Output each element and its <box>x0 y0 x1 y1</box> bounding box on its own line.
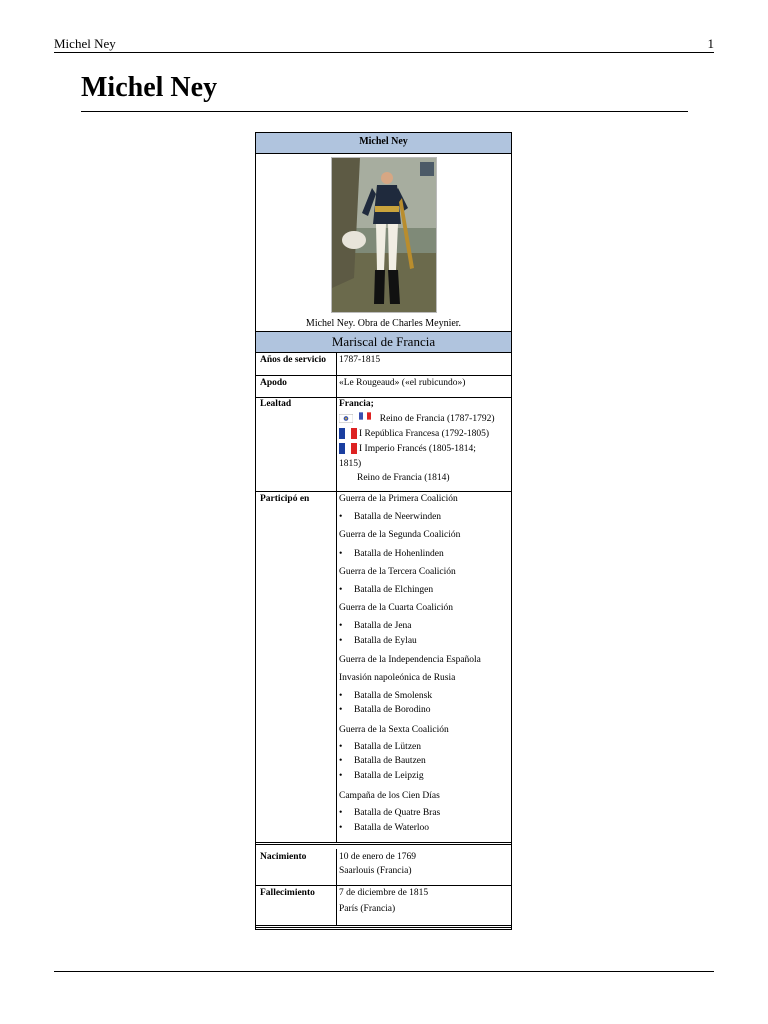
infobox-bottom-rule <box>256 925 511 928</box>
header-rule <box>54 52 714 53</box>
french-flag-icon <box>339 428 357 439</box>
image-caption: Michel Ney. Obra de Charles Meynier. <box>305 318 462 329</box>
birth-label: Nacimiento <box>260 852 307 862</box>
allegiance-republic-text: I República Francesa (1792-1805) <box>359 429 490 439</box>
war-item[interactable]: Guerra de la Primera Coalición <box>339 494 458 504</box>
battle-item[interactable]: • Batalla de Leipzig <box>339 771 424 781</box>
footer-rule <box>54 971 714 972</box>
allegiance-label: Lealtad <box>260 399 292 409</box>
column-divider-lower <box>336 849 337 925</box>
participated-label: Participó en <box>260 494 310 504</box>
allegiance-empire-cont: 1815) <box>339 459 362 469</box>
allegiance-line-kingdom <box>339 412 495 426</box>
battle-item[interactable]: • Batalla de Bautzen <box>339 756 426 766</box>
french-flag-icon <box>339 443 357 454</box>
birth-place[interactable]: Saarlouis (Francia) <box>339 866 412 876</box>
allegiance-line-republic <box>339 427 489 441</box>
allegiance-kingdom-1814: Reino de Francia (1814) <box>357 473 450 483</box>
battle-item[interactable]: • Batalla de Jena <box>339 621 412 631</box>
allegiance-kingdom-text: Reino de Francia (1787-1792) <box>379 414 495 424</box>
battle-item[interactable]: • Batalla de Hohenlinden <box>339 549 444 559</box>
portrait-image[interactable] <box>331 157 437 313</box>
battle-item[interactable]: • Batalla de Elchingen <box>339 585 434 595</box>
battle-item[interactable]: • Batalla de Quatre Bras <box>339 808 441 818</box>
allegiance-line-empire <box>339 442 476 456</box>
war-item[interactable]: Guerra de la Tercera Coalición <box>339 567 456 577</box>
infobox-caption: Michel Ney <box>256 133 511 154</box>
war-item[interactable]: Campaña de los Cien Días <box>339 791 440 801</box>
section-title: Mariscal de Francia <box>256 331 511 353</box>
infobox <box>255 132 512 930</box>
war-item[interactable]: Invasión napoleónica de Rusia <box>339 673 456 683</box>
battle-item[interactable]: • Batalla de Waterloo <box>339 823 430 833</box>
nickname-value: «Le Rougeaud» («el rubicundo») <box>339 378 466 388</box>
battle-item[interactable]: • Batalla de Smolensk <box>339 691 433 701</box>
nickname-label: Apodo <box>260 378 287 388</box>
column-divider <box>336 353 337 843</box>
royal-flag-icon <box>359 412 371 420</box>
title-rule <box>81 111 688 112</box>
running-title: Michel Ney <box>54 36 116 51</box>
allegiance-country-link[interactable]: Francia; <box>339 399 374 409</box>
death-place[interactable]: París (Francia) <box>339 904 396 914</box>
battle-item[interactable]: • Batalla de Borodino <box>339 705 431 715</box>
row-divider <box>256 397 511 398</box>
service-label: Años de servicio <box>260 355 326 365</box>
running-header <box>54 36 714 52</box>
service-value: 1787-1815 <box>339 355 381 365</box>
page-number: 1 <box>707 36 714 51</box>
birth-date: 10 de enero de 1769 <box>339 852 417 862</box>
death-label: Fallecimiento <box>260 888 315 898</box>
death-date: 7 de diciembre de 1815 <box>339 888 429 898</box>
battle-item[interactable]: • Batalla de Neerwinden <box>339 512 442 522</box>
war-item[interactable]: Guerra de la Sexta Coalición <box>339 725 449 735</box>
section-divider <box>256 842 511 845</box>
battle-item[interactable]: • Batalla de Eylau <box>339 636 417 646</box>
war-item[interactable]: Guerra de la Cuarta Coalición <box>339 603 453 613</box>
battle-item[interactable]: • Batalla de Lützen <box>339 742 421 752</box>
royal-standard-icon <box>339 413 353 424</box>
portrait-painting <box>332 158 437 313</box>
war-item[interactable]: Guerra de la Independencia Española <box>339 655 481 665</box>
allegiance-empire-text: I Imperio Francés (1805-1814; <box>359 444 476 454</box>
article-title: Michel Ney <box>81 72 218 103</box>
war-item[interactable]: Guerra de la Segunda Coalición <box>339 530 461 540</box>
